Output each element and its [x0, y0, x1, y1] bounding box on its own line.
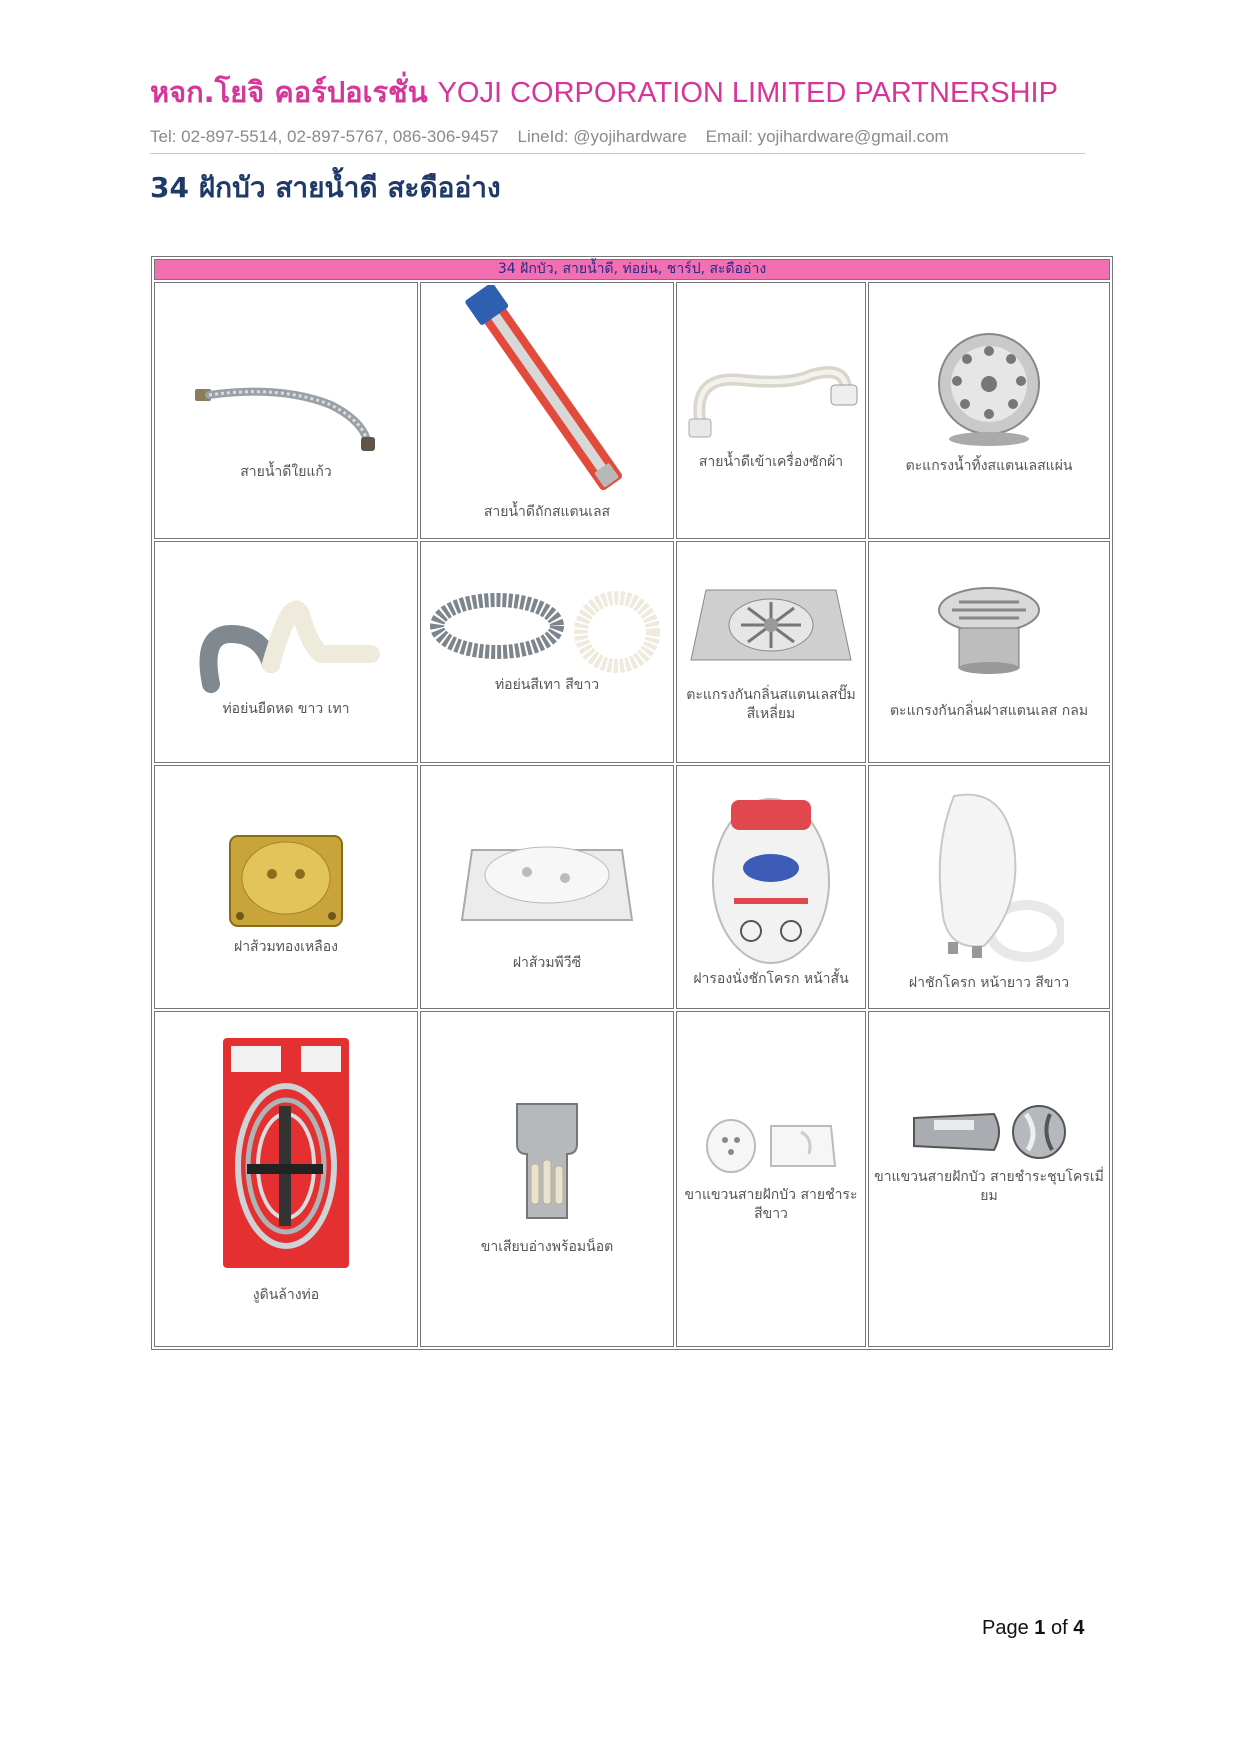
contact-line — [150, 127, 1085, 154]
product-cell — [868, 1011, 1110, 1347]
company-name-thai: หจก.โยจิ คอร์ปอเรชั่น — [150, 75, 428, 109]
product-label: ขาแขวนสายฝักบัว สายชำระสีขาว — [684, 1187, 858, 1222]
toilet-seat-icon — [914, 766, 1064, 966]
page-number: 1 — [1034, 1617, 1046, 1639]
product-cell — [420, 1011, 674, 1347]
product-cell — [154, 541, 418, 763]
washing-machine-hose-icon — [681, 283, 861, 445]
company-name — [150, 72, 1085, 113]
product-cell — [676, 541, 866, 763]
round-strainer-icon — [929, 283, 1049, 449]
product-cell — [676, 765, 866, 1009]
document-title: 34 ฝักบัว สายน้ำดี สะดืออ่าง — [150, 171, 501, 204]
product-label: ฝาส้วมพีวีซี — [512, 955, 582, 971]
seat-package-icon — [706, 766, 836, 966]
product-cell — [676, 1011, 866, 1347]
basin-bracket-icon — [507, 1012, 587, 1224]
product-label: งูดินล้างท่อ — [252, 1287, 320, 1303]
page-footer — [982, 1617, 1084, 1640]
product-label: สายน้ำดีใยแก้ว — [240, 464, 332, 480]
product-label: ขาแขวนสายฝักบัว สายชำระชุบโครเมี่ยม — [874, 1169, 1104, 1204]
corrugated-pipe-icon — [427, 542, 667, 674]
product-cell — [420, 765, 674, 1009]
product-label: ท่อย่นสีเทา สีขาว — [494, 677, 600, 693]
product-cell — [676, 282, 866, 539]
product-cell — [868, 541, 1110, 763]
product-label: สายน้ำดีถักสแตนเลส — [483, 504, 611, 520]
square-drain-icon — [686, 542, 856, 680]
pvc-cover-icon — [457, 766, 637, 930]
white-holder-icon — [701, 1012, 841, 1174]
company-name-english: YOJI CORPORATION LIMITED PARTNERSHIP — [437, 77, 1058, 109]
product-cell — [868, 765, 1110, 1009]
product-label: ขาเสียบอ่างพร้อมน็อต — [480, 1239, 614, 1255]
round-drain-icon — [934, 542, 1044, 680]
product-label: ฝาส้วมทองเหลือง — [233, 939, 338, 955]
packaged-hose-icon — [437, 283, 657, 495]
table-banner: 34 ฝักบัว, สายน้ำดี, ท่อย่น, ชาร์ป, สะดืออ่าง — [154, 259, 1110, 280]
flex-pipe-icon — [191, 542, 381, 694]
product-cell — [154, 282, 418, 539]
brass-cover-icon — [226, 766, 346, 930]
page-total: 4 — [1073, 1617, 1085, 1639]
product-table — [151, 256, 1113, 1350]
contact-email: Email: yojihardware@gmail.com — [705, 127, 949, 146]
product-label: ตะแกรงกันกลิ่นฝาสแตนเลส กลม — [889, 703, 1089, 719]
product-label: ตะแกรงกันกลิ่นสแตนเลสปั๊ม สีเหลี่ยม — [686, 687, 856, 722]
page-prefix: Page — [982, 1617, 1029, 1639]
product-label: สายน้ำดีเข้าเครื่องซักผ้า — [698, 454, 844, 470]
product-cell — [868, 282, 1110, 539]
product-label: ฝาชักโครก หน้ายาว สีขาว — [908, 975, 1070, 991]
product-cell — [420, 282, 674, 539]
product-cell — [420, 541, 674, 763]
page-header — [150, 72, 1085, 210]
product-label: ท่อย่นยืดหด ขาว เทา — [222, 701, 350, 717]
contact-tel: Tel: 02-897-5514, 02-897-5767, 086-306-9457 — [150, 127, 499, 146]
contact-line-id: LineId: @yojihardware — [517, 127, 687, 146]
braided-hose-icon — [191, 283, 381, 455]
product-label: ฝารองนั่งชักโครก หน้าสั้น — [693, 971, 849, 987]
product-cell — [154, 765, 418, 1009]
product-cell — [154, 1011, 418, 1347]
page-of: of — [1050, 1617, 1068, 1639]
chrome-holder-icon — [904, 1012, 1074, 1160]
product-label: ตะแกรงน้ำทิ้งสแตนเลสแผ่น — [905, 458, 1073, 474]
drain-snake-icon — [221, 1012, 351, 1270]
